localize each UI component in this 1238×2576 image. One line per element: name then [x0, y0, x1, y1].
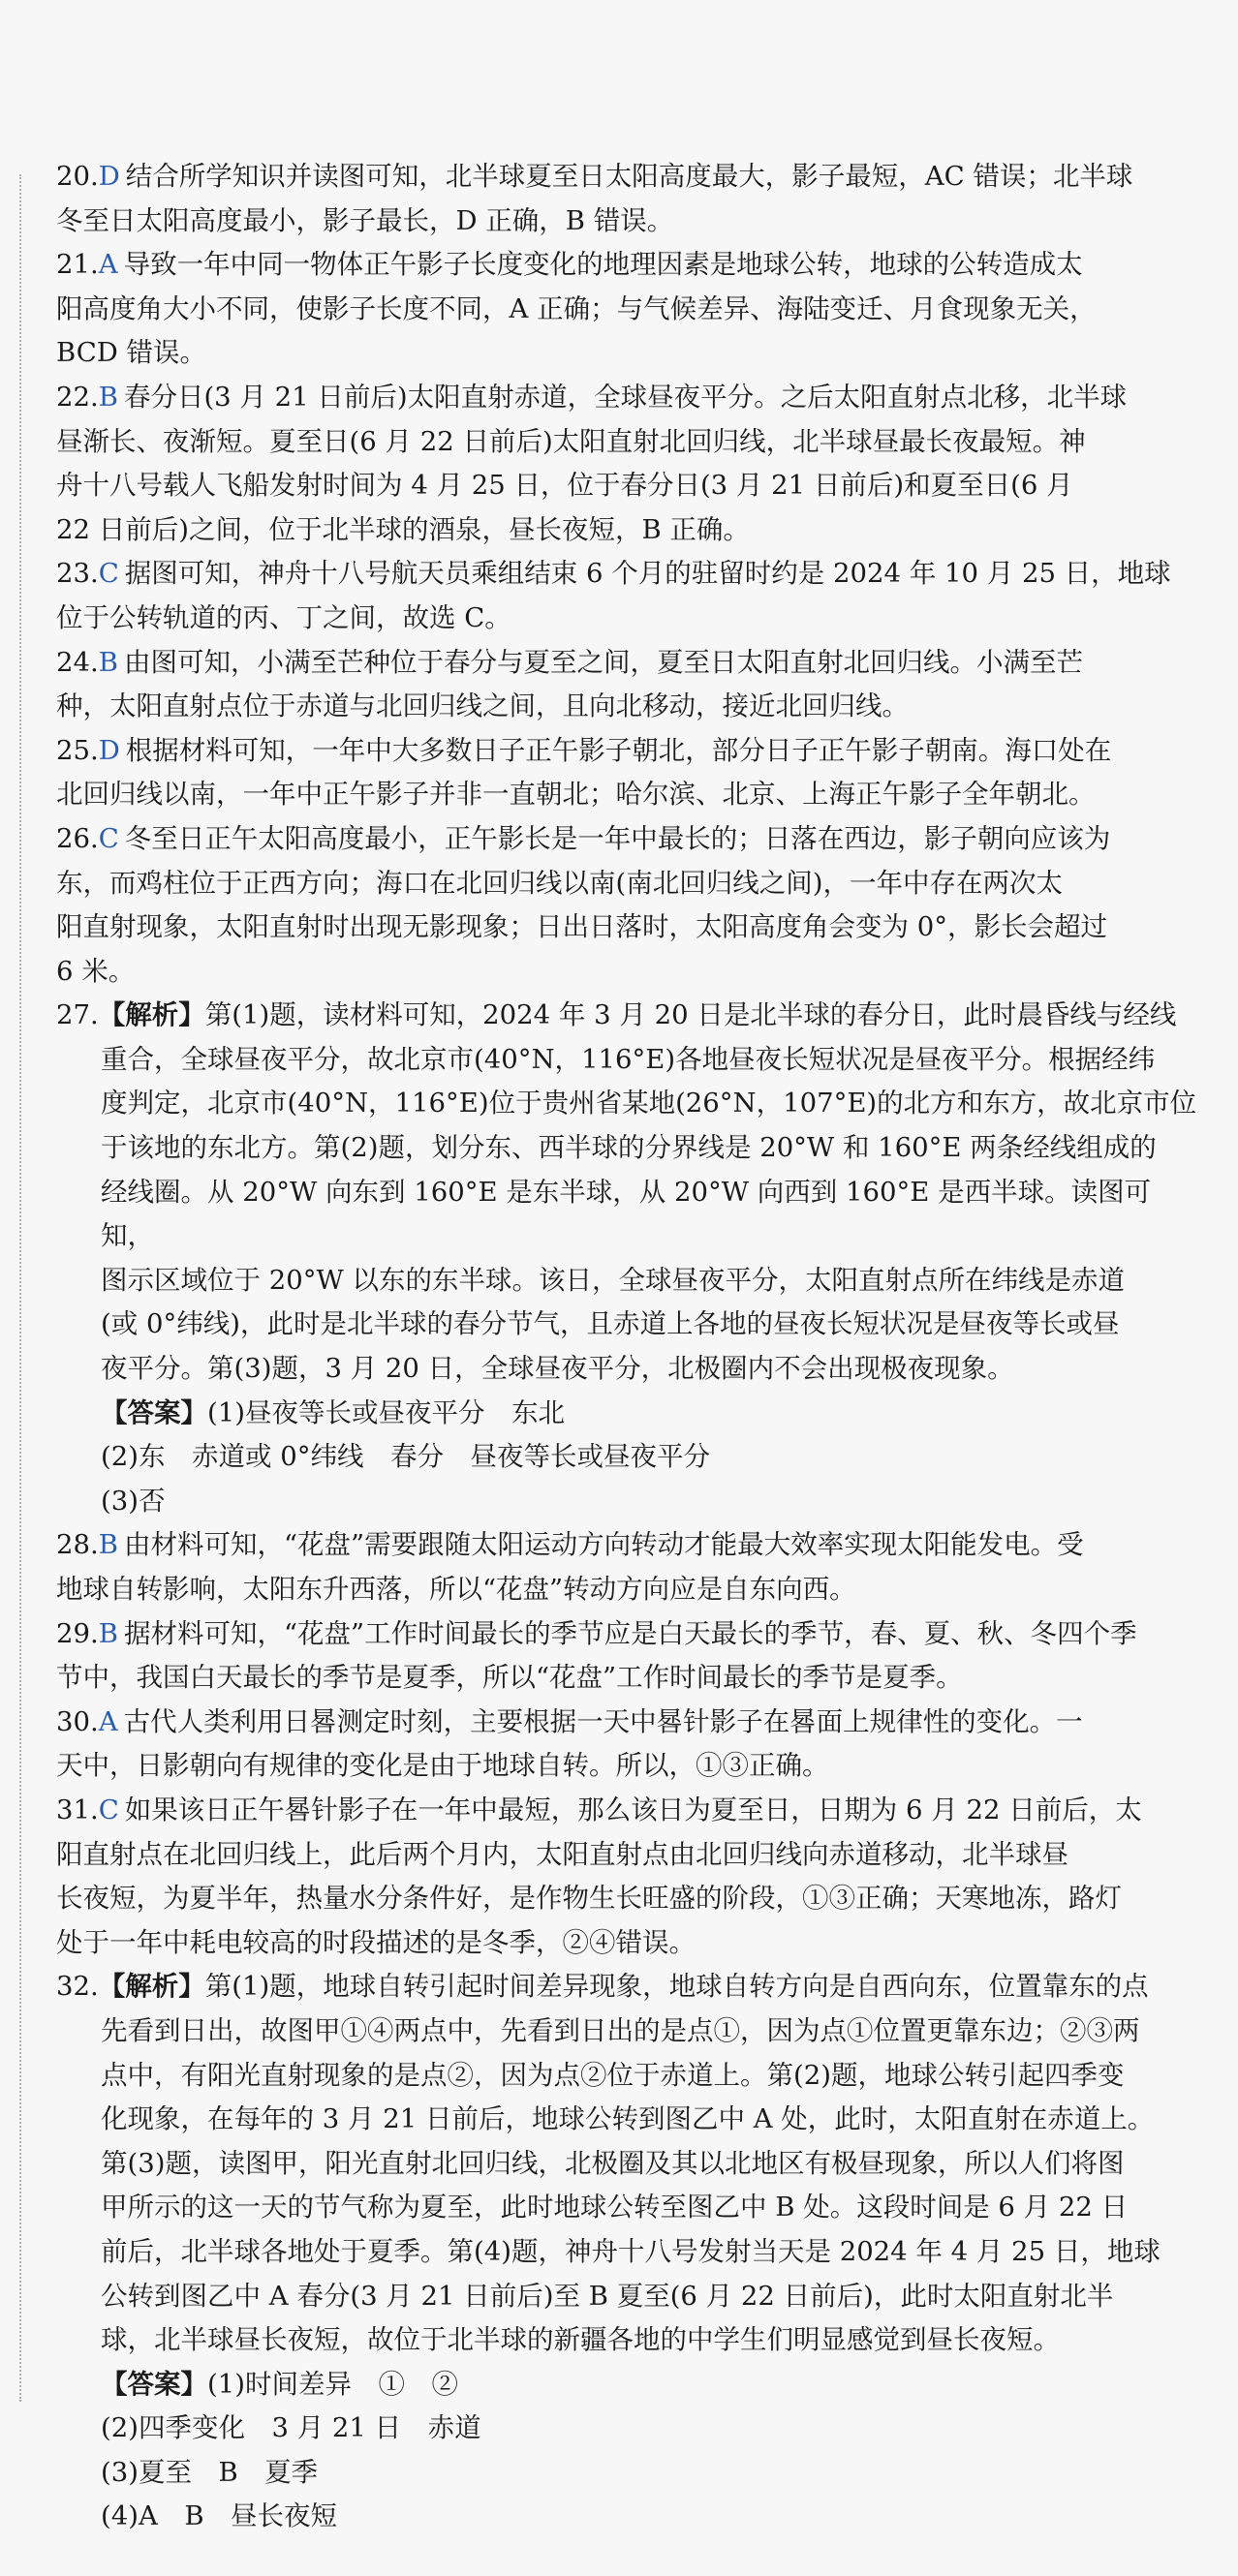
line-text: 昼渐长、夜渐短。夏至日(6 月 22 日前后)太阳直射北回归线，北半球昼最长夜最短。神	[56, 425, 1086, 457]
analysis-line	[56, 2142, 1199, 2187]
question-line	[56, 1921, 1199, 1966]
line-text: 古代人类利用日晷测定时刻，主要根据一天中晷针影子在晷面上规律性的变化。一	[123, 1705, 1083, 1737]
analysis-line	[56, 1038, 1199, 1083]
line-text: 22 日前后)之间，位于北半球的酒泉，昼长夜短，B 正确。	[56, 513, 750, 545]
question-line	[56, 243, 1199, 288]
question-item	[56, 243, 1199, 376]
question-line	[56, 1612, 1199, 1657]
line-text: 由材料可知，“花盘”需要跟随太阳运动方向转动才能最大效率实现太阳能发电。受	[123, 1529, 1084, 1561]
line-text: 前后，北半球各地处于夏季。第(4)题，神舟十八号发射当天是 2024 年 4 月 25 日，地球	[101, 2235, 1161, 2267]
line-text: 长夜短，为夏半年，热量水分条件好，是作物生长旺盛的阶段，①③正确；天寒地冻，路灯	[56, 1883, 1122, 1915]
line-text: 化现象，在每年的 3 月 21 日前后，地球公转到图乙中 A 处，此时，太阳直射在赤道上。	[101, 2103, 1155, 2135]
question-item	[56, 1523, 1199, 1611]
line-text: (1)昼夜等长或昼夜平分 东北	[207, 1396, 565, 1428]
question-line	[56, 552, 1199, 597]
question-line	[56, 862, 1199, 906]
question-line	[56, 376, 1199, 420]
answer-letter: B	[98, 1529, 118, 1561]
analysis-line	[56, 1082, 1199, 1126]
line-text: 如果该日正午晷针影子在一年中最短，那么该日为夏至日，日期为 6 月 22 日前后，太	[124, 1794, 1142, 1825]
line-text: 经线圈。从 20°W 向东到 160°E 是东半球，从 20°W 向西到 160°E 是西半球。读图可知，	[101, 1176, 1152, 1252]
question-line	[56, 331, 1199, 376]
analysis-line	[56, 2230, 1199, 2275]
line-text: 据材料可知，“花盘”工作时间最长的季节应是白天最长的季节，春、夏、秋、冬四个季	[123, 1617, 1137, 1649]
line-text: (3)否	[101, 1485, 166, 1517]
line-text: 冬至日太阳高度最小，影子最长，D 正确，B 错误。	[56, 204, 674, 236]
analysis-question	[56, 1965, 1199, 2539]
answer-letter: C	[98, 822, 119, 854]
question-number: 22.	[56, 381, 99, 413]
analysis-line	[56, 1965, 1199, 2009]
answer-line	[56, 2363, 1199, 2407]
line-text: 由图可知，小满至芒种位于春分与夏至之间，夏至日太阳直射北回归线。小满至芒	[123, 646, 1083, 678]
question-item	[56, 817, 1199, 994]
question-line	[56, 641, 1199, 686]
line-text: 种，太阳直射点位于赤道与北回归线之间，且向北移动，接近北回归线。	[56, 690, 909, 722]
line-text: (或 0°纬线)，此时是北半球的春分节气，且赤道上各地的昼夜长短状况是昼夜等长或昼	[101, 1308, 1120, 1340]
question-number: 21.	[56, 249, 99, 281]
question-line	[56, 1656, 1199, 1701]
line-text: 结合所学知识并读图可知，北半球夏至日太阳高度最大，影子最短，AC 错误；北半球	[125, 161, 1133, 192]
question-number: 20.	[56, 161, 99, 192]
line-text: 根据材料可知，一年中大多数日子正午影子朝北，部分日子正午影子朝南。海口处在	[125, 734, 1112, 766]
question-line	[56, 464, 1199, 508]
analysis-line	[56, 2054, 1199, 2099]
question-line	[56, 905, 1199, 950]
line-text: (3)夏至 B 夏季	[101, 2456, 319, 2488]
answer-content	[56, 155, 1199, 2539]
line-text: 阳高度角大小不同，使影子长度不同，A 正确；与气候差异、海陆变迁、月食现象无关，	[56, 292, 1097, 324]
line-text: 重合，全球昼夜平分，故北京市(40°N，116°E)各地昼夜长短状况是昼夜平分。根据经纬	[101, 1043, 1156, 1075]
line-text: 夜平分。第(3)题，3 月 20 日，全球昼夜平分，北极圈内不会出现极夜现象。	[101, 1353, 1014, 1385]
line-text: 天中，日影朝向有规律的变化是由于地球自转。所以，①③正确。	[56, 1750, 829, 1782]
question-line	[56, 1568, 1199, 1612]
analysis-line	[56, 994, 1199, 1038]
answer-letter: A	[98, 1705, 118, 1737]
line-text: 第(3)题，读图甲，阳光直射北回归线，北极圈及其以北地区有极昼现象，所以人们将图	[101, 2147, 1125, 2179]
answer-line	[56, 1435, 1199, 1480]
question-number: 29.	[56, 1617, 99, 1649]
analysis-line	[56, 2186, 1199, 2230]
question-line	[56, 1701, 1199, 1745]
line-text: 于该地的东北方。第(2)题，划分东、西半球的分界线是 20°W 和 160°E 两条经线组成的	[101, 1132, 1157, 1164]
question-line	[56, 1523, 1199, 1568]
question-number: 32.	[56, 1971, 99, 2003]
line-text: 导致一年中同一物体正午影子长度变化的地理因素是地球公转，地球的公转造成太	[123, 249, 1083, 281]
answer-line	[56, 2495, 1199, 2539]
answer-line	[56, 2407, 1199, 2451]
answer-letter: A	[98, 249, 118, 281]
question-line	[56, 817, 1199, 862]
analysis-tag: 【解析】	[98, 1971, 205, 2003]
line-text: 冬至日正午太阳高度最小，正午影长是一年中最长的；日落在西边，影子朝向应该为	[124, 822, 1111, 854]
answer-letter: C	[98, 558, 119, 590]
line-text: 据图可知，神舟十八号航天员乘组结束 6 个月的驻留时约是 2024 年 10 月 25 日，地球	[124, 558, 1171, 590]
question-number: 24.	[56, 646, 99, 678]
line-text: 地球自转影响，太阳东升西落，所以“花盘”转动方向应是自东向西。	[56, 1574, 856, 1605]
line-text: (2)四季变化 3 月 21 日 赤道	[101, 2412, 481, 2444]
line-text: 节中，我国白天最长的季节是夏季，所以“花盘”工作时间最长的季节是夏季。	[56, 1662, 963, 1694]
analysis-question	[56, 994, 1199, 1523]
line-text: 舟十八号载人飞船发射时间为 4 月 25 日，位于春分日(3 月 21 日前后)和夏至日(6 月	[56, 470, 1073, 502]
line-text: 6 米。	[56, 955, 136, 987]
question-line	[56, 1833, 1199, 1878]
question-line	[56, 155, 1199, 199]
line-text: 第(1)题，读材料可知，2024 年 3 月 20 日是北半球的春分日，此时晨昏线与经线	[204, 999, 1177, 1031]
question-line	[56, 1877, 1199, 1921]
question-number: 26.	[56, 822, 99, 854]
line-text: 图示区域位于 20°W 以东的东半球。该日，全球昼夜平分，太阳直射点所在纬线是赤道	[101, 1264, 1125, 1296]
question-item	[56, 552, 1199, 640]
line-text: 点中，有阳光直射现象的是点②，因为点②位于赤道上。第(2)题，地球公转引起四季变	[101, 2059, 1125, 2091]
line-text: 度判定，北京市(40°N，116°E)位于贵州省某地(26°N，107°E)的北方和东方，故北京市位	[101, 1088, 1197, 1119]
line-text: 甲所示的这一天的节气称为夏至，此时地球公转至图乙中 B 处。这段时间是 6 月 22 日	[101, 2192, 1129, 2223]
question-line	[56, 597, 1199, 641]
line-text: 处于一年中耗电较高的时段描述的是冬季，②④错误。	[56, 1926, 696, 1958]
line-text: 北回归线以南，一年中正午影子并非一直朝北；哈尔滨、北京、上海正午影子全年朝北。	[56, 779, 1096, 811]
line-text: 公转到图乙中 A 春分(3 月 21 日前后)至 B 夏至(6 月 22 日前后)，此时太阳直射北半	[101, 2280, 1114, 2312]
line-text: 球，北半球昼长夜短，故位于北半球的新疆各地的中学生们明显感觉到昼长夜短。	[101, 2324, 1060, 2356]
line-text: 阳直射现象，太阳直射时出现无影现象；日出日落时，太阳高度角会变为 0°，影长会超过	[56, 911, 1107, 943]
question-line	[56, 773, 1199, 817]
line-text: (1)时间差异 ① ②	[207, 2368, 458, 2400]
line-text: 先看到日出，故图甲①④两点中，先看到日出的是点①，因为点①位置更靠东边；②③两	[101, 2014, 1140, 2046]
line-text: 第(1)题，地球自转引起时间差异现象，地球自转方向是自西向东，位置靠东的点	[204, 1971, 1149, 2003]
line-text: BCD 错误。	[56, 337, 207, 369]
answer-letter: C	[98, 1794, 119, 1825]
answer-line	[56, 1392, 1199, 1436]
question-line	[56, 420, 1199, 465]
binding-margin-line	[19, 174, 21, 2402]
question-item	[56, 641, 1199, 729]
analysis-line	[56, 1303, 1199, 1347]
answer-letter: B	[98, 646, 118, 678]
answer-letter: B	[98, 381, 118, 413]
question-number: 31.	[56, 1794, 99, 1825]
answer-line	[56, 2451, 1199, 2496]
answer-tag: 【答案】	[101, 2368, 207, 2400]
question-number: 23.	[56, 558, 99, 590]
question-item	[56, 1612, 1199, 1701]
question-line	[56, 685, 1199, 729]
question-line	[56, 508, 1199, 553]
question-item	[56, 1701, 1199, 1789]
question-line	[56, 1744, 1199, 1789]
analysis-line	[56, 1171, 1199, 1259]
line-text: 阳直射点在北回归线上，此后两个月内，太阳直射点由北回归线向赤道移动，北半球昼	[56, 1838, 1068, 1870]
answer-letter: D	[98, 734, 120, 766]
answer-letter: B	[98, 1617, 118, 1649]
answer-letter: D	[98, 161, 120, 192]
analysis-tag: 【解析】	[98, 999, 205, 1031]
analysis-line	[56, 2098, 1199, 2142]
analysis-line	[56, 2009, 1199, 2054]
question-line	[56, 288, 1199, 332]
question-item	[56, 729, 1199, 817]
question-number: 27.	[56, 999, 99, 1031]
question-item	[56, 155, 1199, 243]
question-line	[56, 950, 1199, 995]
analysis-line	[56, 1259, 1199, 1303]
line-text: 东，而鸡柱位于正西方向；海口在北回归线以南(南北回归线之间)，一年中存在两次太	[56, 867, 1063, 899]
line-text: (2)东 赤道或 0°纬线 春分 昼夜等长或昼夜平分	[101, 1441, 710, 1473]
question-number: 25.	[56, 734, 99, 766]
question-line	[56, 1789, 1199, 1833]
question-item	[56, 1789, 1199, 1965]
line-text: 春分日(3 月 21 日前后)太阳直射赤道，全球昼夜平分。之后太阳直射点北移，北半球	[123, 381, 1128, 413]
analysis-line	[56, 1347, 1199, 1392]
line-text: (4)A B 昼长夜短	[101, 2500, 338, 2532]
question-number: 30.	[56, 1705, 99, 1737]
answer-line	[56, 1480, 1199, 1524]
analysis-line	[56, 1126, 1199, 1171]
analysis-line	[56, 2318, 1199, 2363]
question-line	[56, 199, 1199, 244]
line-text: 位于公转轨道的丙、丁之间，故选 C。	[56, 601, 511, 633]
answer-tag: 【答案】	[101, 1396, 207, 1428]
question-item	[56, 376, 1199, 552]
question-line	[56, 729, 1199, 774]
question-number: 28.	[56, 1529, 99, 1561]
analysis-line	[56, 2275, 1199, 2319]
